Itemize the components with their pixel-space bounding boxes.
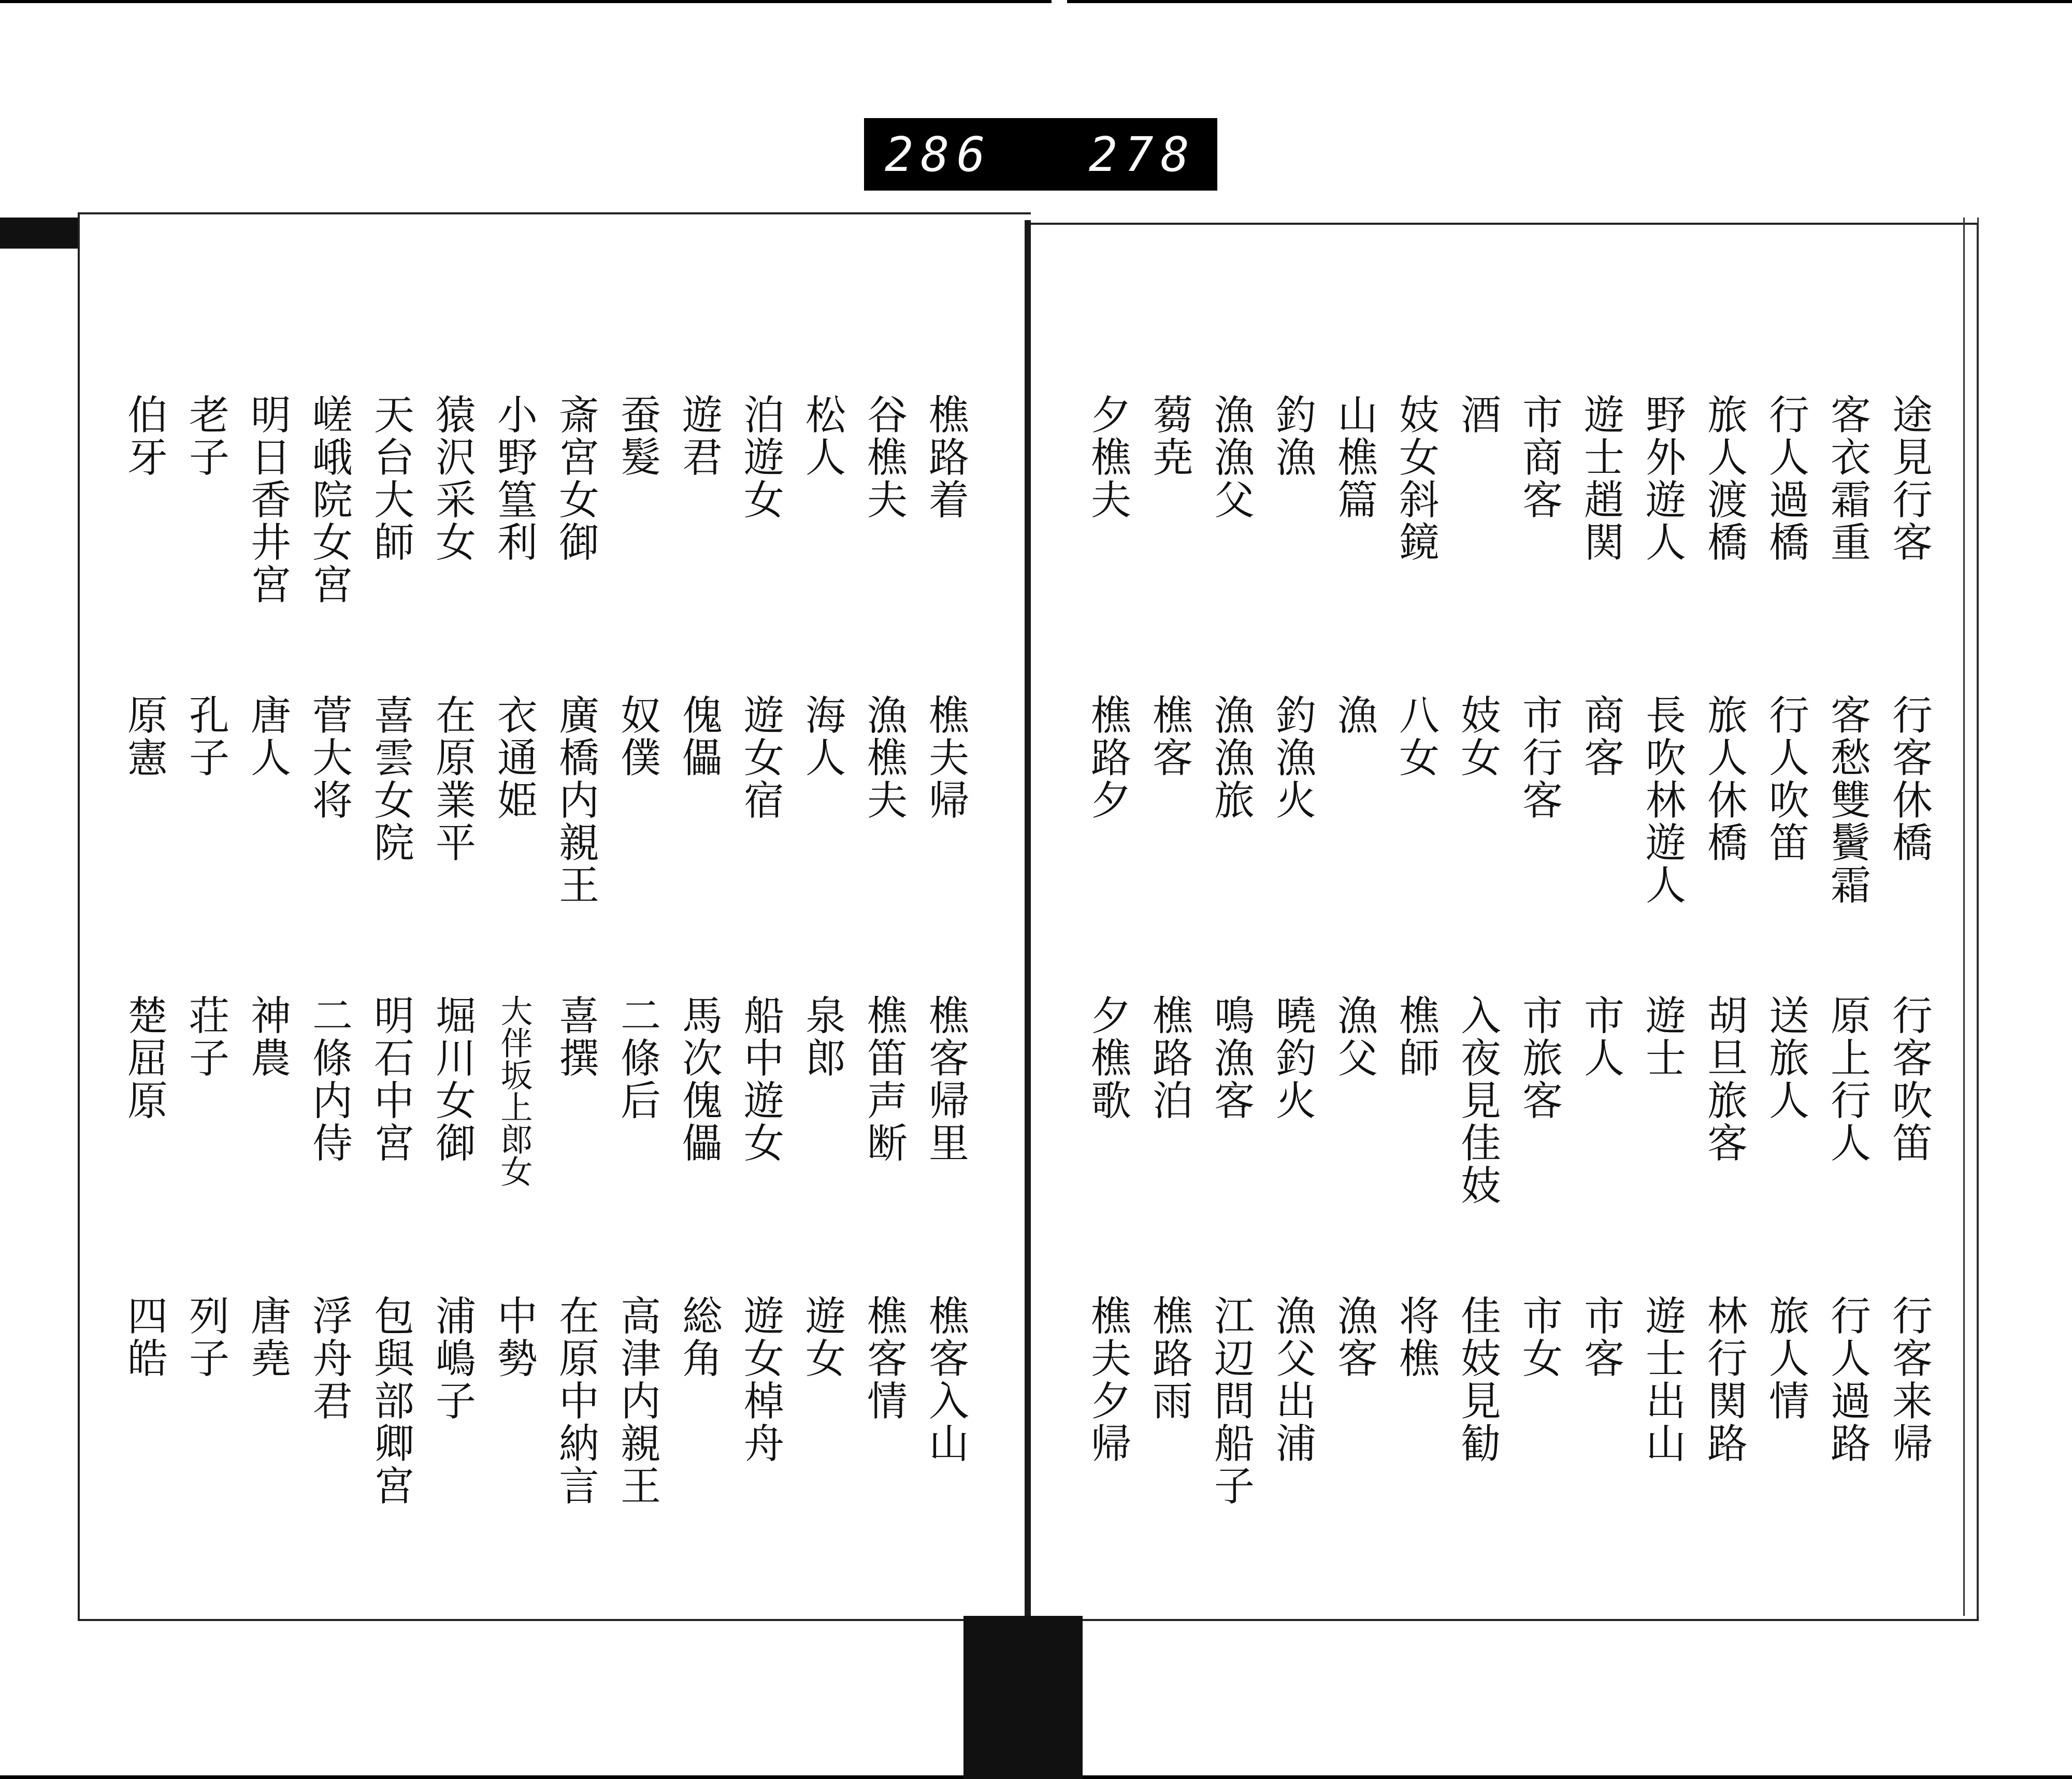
spine-block — [963, 1616, 1083, 1779]
text-column: 客愁雙鬢霜 — [1824, 694, 1870, 906]
text-column: 原上行人 — [1824, 994, 1870, 1164]
text-column: 妓女 — [1454, 694, 1501, 779]
text-column: 樵客入山 — [922, 1295, 969, 1465]
binding-strip — [0, 218, 78, 249]
page-number-label — [864, 118, 1217, 191]
text-column: 行客休橋 — [1886, 694, 1932, 864]
text-column: 樵客帰里 — [922, 994, 969, 1164]
text-column: 喜雲女院 — [367, 694, 414, 864]
text-column: 漁父 — [1331, 994, 1377, 1079]
scan-top-edge-left — [0, 0, 1052, 3]
text-column: 遊女 — [799, 1295, 845, 1380]
text-column: 四皓 — [121, 1295, 167, 1380]
text-column: 旅人渡橋 — [1701, 394, 1747, 563]
text-column: 唐人 — [244, 694, 291, 779]
text-column: 伯牙 — [121, 394, 167, 479]
text-column: 将樵 — [1392, 1295, 1439, 1380]
text-column: 行人吹笛 — [1762, 694, 1809, 864]
text-column: 嵯峨院女宮 — [306, 394, 352, 606]
text-column: 妓女斜鏡 — [1392, 394, 1439, 563]
text-column: 江辺問船子 — [1207, 1295, 1254, 1507]
text-column: 漁客 — [1331, 1295, 1377, 1380]
text-column: 蚕髮 — [614, 394, 660, 479]
scan-top-edge-right — [1067, 0, 2072, 3]
text-column: 二條内侍 — [306, 994, 352, 1164]
text-column: 樵夫夕帰 — [1084, 1295, 1131, 1465]
text-column: 菅大将 — [306, 694, 352, 821]
text-column: 林行関路 — [1701, 1295, 1747, 1465]
text-column: 奴僕 — [614, 694, 660, 779]
text-column: 傀儡 — [675, 694, 722, 779]
text-column: 遊士出山 — [1639, 1295, 1686, 1465]
text-column: 送旅人 — [1762, 994, 1809, 1122]
text-column: 二條后 — [614, 994, 660, 1122]
text-column: 大伴坂上郎女 — [495, 994, 533, 1187]
text-column: 浮舟君 — [306, 1295, 352, 1422]
text-column: 旅人休橋 — [1701, 694, 1747, 864]
text-column: 樵笛声断 — [860, 994, 907, 1164]
text-column: 泉郎 — [799, 994, 845, 1079]
text-column: 市旅客 — [1516, 994, 1562, 1122]
text-column: 原憲 — [121, 694, 167, 779]
text-column: 酒 — [1454, 394, 1501, 436]
text-column: 在原中納言 — [552, 1295, 599, 1507]
text-column: 夕樵夫 — [1084, 394, 1131, 521]
text-column: 樵客 — [1146, 694, 1192, 779]
text-column: 漁 — [1331, 694, 1377, 736]
text-column: 長吹林遊人 — [1639, 694, 1686, 906]
text-column: 天台大師 — [367, 394, 414, 563]
text-column: 佳妓見勧 — [1454, 1295, 1501, 1465]
text-column: 八女 — [1392, 694, 1439, 779]
text-column: 鳴漁客 — [1207, 994, 1254, 1122]
text-column: 海人 — [799, 694, 845, 779]
right-page-number: 278 — [1088, 126, 1197, 182]
text-column: 船中遊女 — [737, 994, 784, 1164]
text-column: 高津内親王 — [614, 1295, 660, 1507]
text-column: 市女 — [1516, 1295, 1562, 1380]
text-column: 行人過橋 — [1762, 394, 1809, 563]
text-column: 孔子 — [182, 694, 229, 779]
text-column: 老子 — [182, 394, 229, 479]
text-column: 遊士 — [1639, 994, 1686, 1079]
text-column: 行客来帰 — [1886, 1295, 1932, 1465]
text-column: 総角 — [675, 1295, 722, 1380]
text-column: 浦嶋子 — [429, 1295, 476, 1422]
text-column: 泊遊女 — [737, 394, 784, 521]
text-column: 松人 — [799, 394, 845, 479]
text-column: 喜撰 — [552, 994, 599, 1079]
text-column: 在原業平 — [429, 694, 476, 864]
text-column: 樵路着 — [922, 394, 969, 521]
text-column: 行人過路 — [1824, 1295, 1870, 1465]
text-column: 堀川女御 — [429, 994, 476, 1164]
scan-bottom-edge-right — [1067, 1775, 2072, 1779]
text-column: 漁樵夫 — [860, 694, 907, 821]
text-column: 遊女宿 — [737, 694, 784, 821]
text-column: 漁漁父 — [1207, 394, 1254, 521]
text-column: 荘子 — [182, 994, 229, 1079]
text-column: 市人 — [1577, 994, 1624, 1079]
text-column: 釣漁 — [1269, 394, 1316, 479]
text-column: 胡旦旅客 — [1701, 994, 1747, 1164]
text-column: 遊士趙関 — [1577, 394, 1624, 563]
text-column: 蒭尭 — [1146, 394, 1192, 479]
text-column: 列子 — [182, 1295, 229, 1380]
text-column: 廣橋内親王 — [552, 694, 599, 906]
text-column: 樵路雨 — [1146, 1295, 1192, 1422]
text-column: 曉釣火 — [1269, 994, 1316, 1122]
text-column: 斎宮女御 — [552, 394, 599, 563]
text-column: 釣漁火 — [1269, 694, 1316, 821]
text-column: 遊女棹舟 — [737, 1295, 784, 1465]
text-column: 包與部卿宮 — [367, 1295, 414, 1507]
text-column: 楚屈原 — [121, 994, 167, 1122]
text-column: 市客 — [1577, 1295, 1624, 1380]
text-column: 樵路夕 — [1084, 694, 1131, 821]
text-column: 商客 — [1577, 694, 1624, 779]
text-column: 猿沢采女 — [429, 394, 476, 563]
text-column: 途見行客 — [1886, 394, 1932, 563]
page-edge-lines — [1963, 218, 1979, 1616]
text-column: 衣通姫 — [491, 694, 537, 821]
text-column: 入夜見佳妓 — [1454, 994, 1501, 1207]
text-column: 旅人情 — [1762, 1295, 1809, 1422]
text-column: 漁父出浦 — [1269, 1295, 1316, 1465]
text-column: 夕樵歌 — [1084, 994, 1131, 1122]
text-column: 中勢 — [491, 1295, 537, 1380]
text-column: 客衣霜重 — [1824, 394, 1870, 563]
text-column: 唐堯 — [244, 1295, 291, 1380]
text-column: 野外遊人 — [1639, 394, 1686, 563]
text-column: 山樵篇 — [1331, 394, 1377, 521]
scan-bottom-edge-left — [0, 1775, 963, 1779]
text-column: 行客吹笛 — [1886, 994, 1932, 1164]
left-page-number: 286 — [885, 126, 993, 182]
text-column: 漁漁旅 — [1207, 694, 1254, 821]
text-column: 樵夫帰 — [922, 694, 969, 821]
text-column: 市行客 — [1516, 694, 1562, 821]
text-column: 明日香井宮 — [244, 394, 291, 606]
text-column: 遊君 — [675, 394, 722, 479]
text-column: 樵師 — [1392, 994, 1439, 1079]
text-column: 明石中宮 — [367, 994, 414, 1164]
book-gutter — [1025, 220, 1031, 1618]
text-column: 樵路泊 — [1146, 994, 1192, 1122]
text-column: 馬次傀儡 — [675, 994, 722, 1164]
text-column: 樵客情 — [860, 1295, 907, 1422]
text-column: 小野篁利 — [491, 394, 537, 563]
text-column: 谷樵夫 — [860, 394, 907, 521]
text-column: 神農 — [244, 994, 291, 1079]
text-column: 市商客 — [1516, 394, 1562, 521]
